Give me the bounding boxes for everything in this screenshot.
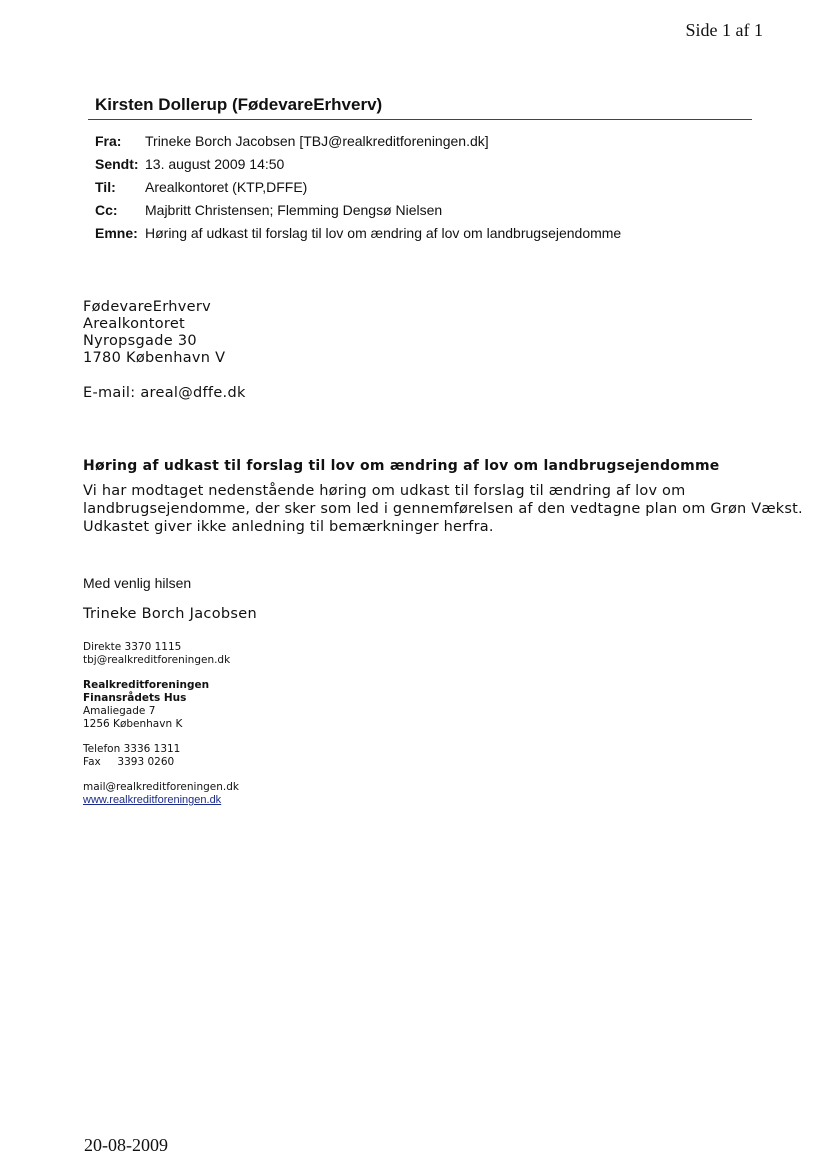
header-label: Fra: (95, 133, 122, 149)
website-link[interactable]: www.realkreditforeningen.dk (83, 794, 222, 806)
email-title: Kirsten Dollerup (FødevareErhverv) (95, 95, 383, 114)
signature-phone: Telefon 3336 1311 (83, 743, 181, 755)
signature-mail[interactable]: mail@realkreditforeningen.dk (83, 781, 239, 793)
body-line: Vi har modtaget nedenstående høring om udkast til forslag til ændring af lov om (83, 483, 686, 499)
header-value: 13. august 2009 14:50 (145, 156, 285, 172)
signature-web-row (83, 794, 221, 807)
signature-org: Realkreditforeningen (83, 679, 210, 691)
signature-city: 1256 København K (83, 718, 183, 730)
header-divider (88, 119, 752, 120)
header-label: Emne: (95, 225, 138, 241)
signature-street: Amaliegade 7 (83, 705, 156, 717)
header-value: Høring af udkast til forslag til lov om ændring af lov om landbrugsejendomme (145, 225, 622, 241)
footer-date: 20-08-2009 (84, 1135, 168, 1155)
signer-name: Trineke Borch Jacobsen (83, 606, 257, 622)
header-from (95, 133, 489, 149)
header-label: Cc: (95, 202, 118, 218)
page-number: Side 1 af 1 (685, 20, 763, 40)
recipient-line: Nyropsgade 30 (83, 333, 197, 349)
body-line: landbrugsejendomme, der sker som led i gennemførelsen af den vedtagne plan om Grøn Vækst. (83, 501, 803, 517)
header-sent (95, 156, 284, 172)
header-value: Majbritt Christensen; Flemming Dengsø Nielsen (145, 202, 443, 218)
header-to (95, 179, 307, 195)
body-line: Udkastet giver ikke anledning til bemærkninger herfra. (83, 519, 494, 535)
signature-fax: Fax 3393 0260 (83, 756, 175, 768)
body-heading: Høring af udkast til forslag til lov om ændring af lov om landbrugsejendomme (83, 458, 720, 474)
header-subject (95, 225, 621, 241)
signature-direct: Direkte 3370 1115 (83, 641, 182, 653)
signature-email[interactable]: tbj@realkreditforeningen.dk (83, 654, 231, 666)
header-value: Trineke Borch Jacobsen [TBJ@realkreditforeningen.dk] (145, 133, 489, 149)
greeting: Med venlig hilsen (83, 575, 192, 591)
recipient-line: 1780 København V (83, 350, 226, 366)
signature-building: Finansrådets Hus (83, 692, 187, 704)
header-value: Arealkontoret (KTP,DFFE) (145, 179, 308, 195)
header-label: Til: (95, 179, 116, 195)
header-cc (95, 202, 442, 218)
recipient-email: E-mail: areal@dffe.dk (83, 385, 246, 401)
header-label: Sendt: (95, 156, 139, 172)
recipient-line: FødevareErhverv (83, 299, 211, 315)
recipient-line: Arealkontoret (83, 316, 186, 332)
